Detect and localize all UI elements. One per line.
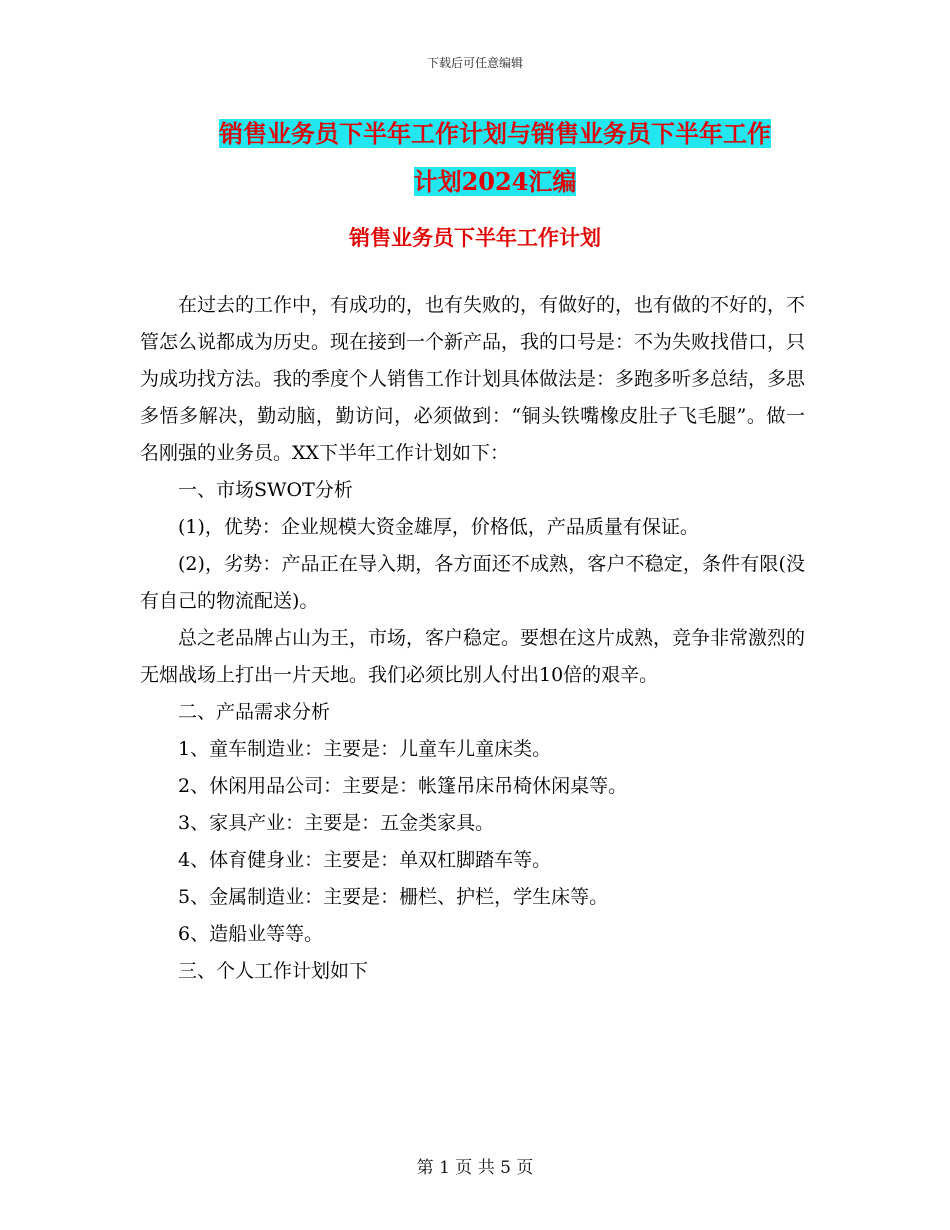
heading-demand-analysis: 二、产品需求分析 bbox=[178, 701, 331, 723]
section-title: 销售业务员下半年工作计划 bbox=[349, 225, 601, 250]
list-item: 6、造船业等等。 bbox=[178, 923, 324, 945]
list-item: 4、体育健身业：主要是：单双杠脚踏车等。 bbox=[178, 849, 552, 871]
list-item: 2、休闲用品公司：主要是：帐篷吊床吊椅休闲桌等。 bbox=[178, 775, 628, 797]
paragraph-summary: 总之老品牌占山为王，市场，客户稳定。要想在这片成熟，竞争非常激烈的无烟战场上打出一片天地。我们必须比别人付出10倍的艰辛。 bbox=[140, 627, 806, 686]
list-item: 3、家具产业：主要是：五金类家具。 bbox=[178, 812, 495, 834]
document-title-line-2: 计划2024汇编 bbox=[413, 167, 577, 196]
heading-swot-analysis: 一、市场SWOT分析 bbox=[178, 479, 353, 501]
document-title-line-1: 销售业务员下半年工作计划与销售业务员下半年工作 bbox=[219, 119, 771, 148]
paragraph-weaknesses: (2)，劣势：产品正在导入期，各方面还不成熟，客户不稳定，条件有限(没有自己的物流配送)。 bbox=[140, 553, 805, 612]
list-item: 5、金属制造业：主要是：栅栏、护栏，学生床等。 bbox=[178, 886, 609, 908]
page-header-note: 下载后可任意编辑 bbox=[426, 56, 523, 70]
list-item: 1、童车制造业：主要是：儿童车儿童床类。 bbox=[178, 738, 552, 760]
page-number-footer: 第 1 页 共 5 页 bbox=[416, 1158, 534, 1178]
document-title bbox=[100, 110, 890, 206]
paragraph-strengths: (1)，优势：企业规模大资金雄厚，价格低，产品质量有保证。 bbox=[178, 516, 699, 538]
document-body bbox=[140, 287, 805, 990]
intro-paragraph: 在过去的工作中，有成功的，也有失败的，有做好的，也有做的不好的，不管怎么说都成为历史。现在接到一个新产品，我的口号是：不为失败找借口，只为成功找方法。我的季度个人销售工作计划具体做法是：多跑多听多总结，多思多悟多解决，勤动脑，勤访问，必须做到：“铜头铁嘴橡皮肚子飞毛腿”。做一名刚强的业务员。XX下半年工作计划如下： bbox=[140, 294, 806, 464]
heading-work-plan: 三、个人工作计划如下 bbox=[178, 960, 369, 982]
